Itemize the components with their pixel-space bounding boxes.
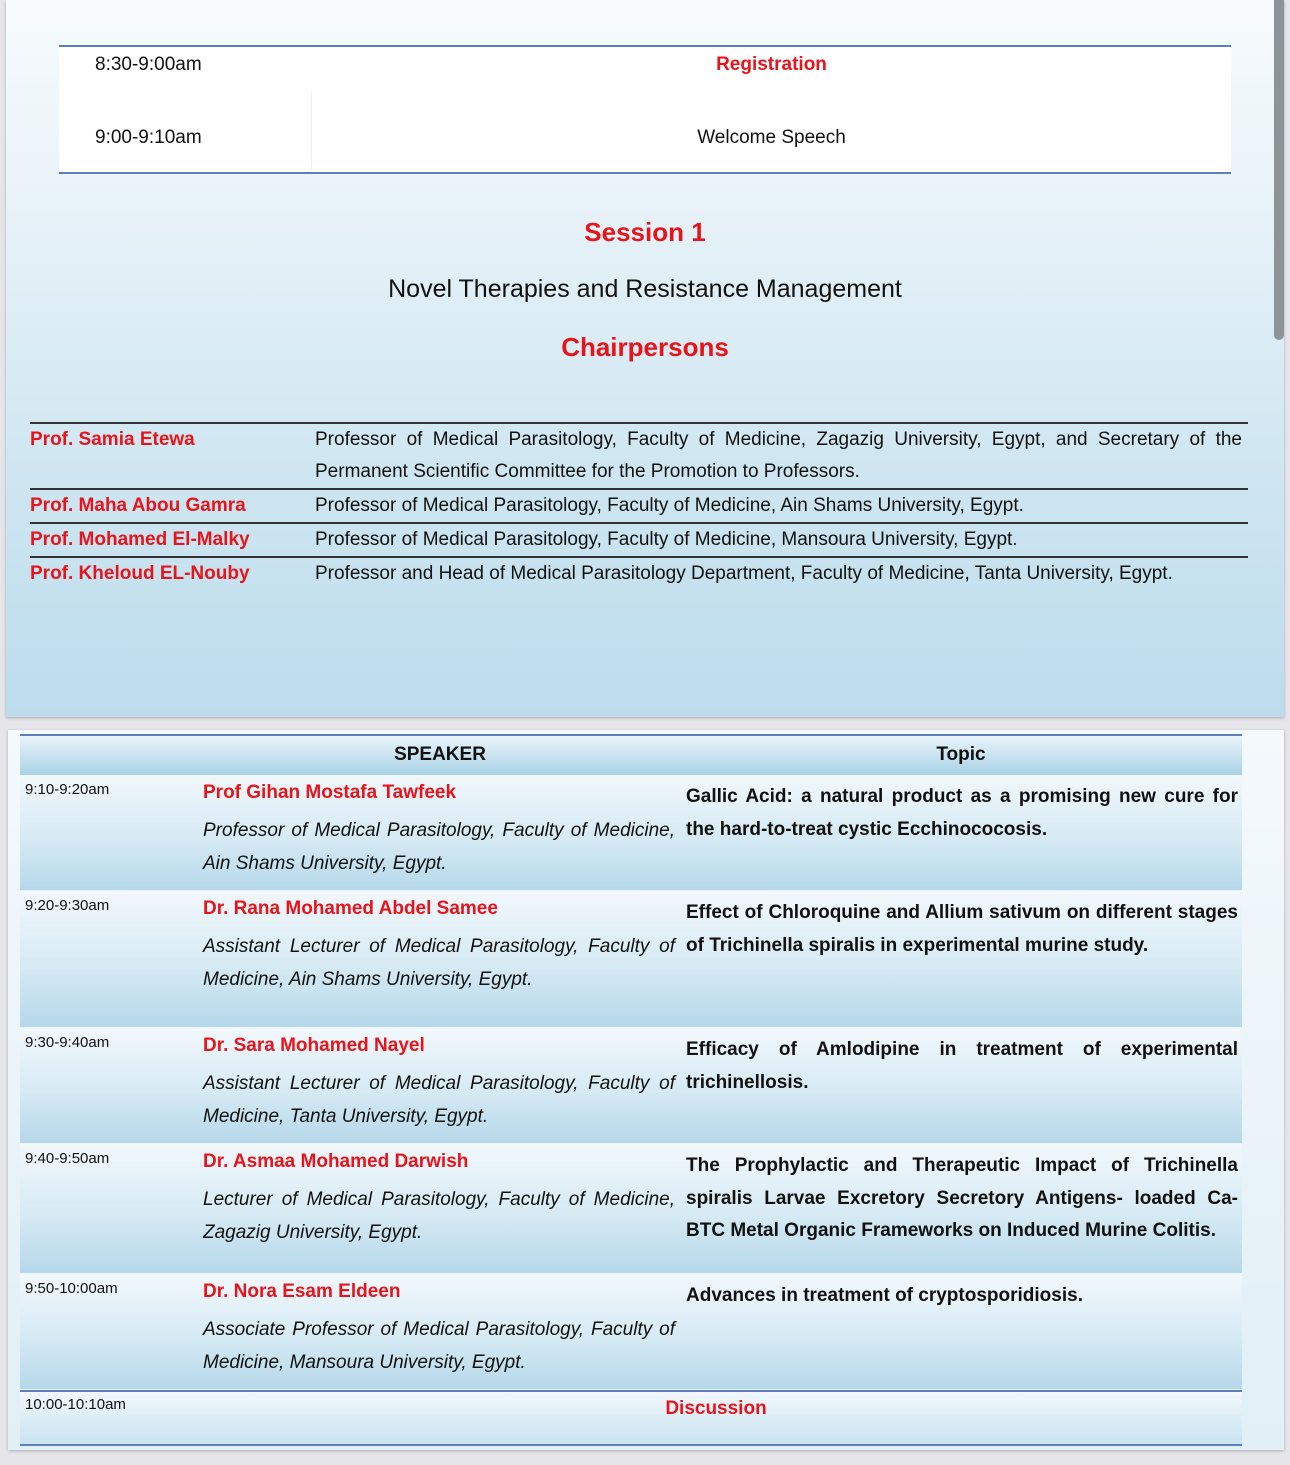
document-page-1: [6, 0, 1284, 717]
chairperson-name: Prof. Mohamed El-Malky: [30, 529, 250, 550]
speaker-name: Dr. Nora Esam Eldeen: [203, 1281, 401, 1302]
vertical-scrollbar[interactable]: [1274, 0, 1284, 340]
time-slot: 8:30-9:00am: [95, 54, 202, 75]
chairperson-row: [30, 490, 1248, 524]
chairperson-description: Professor of Medical Parasitology, Faculty of Medicine, Mansoura University, Egypt.: [315, 529, 1018, 550]
opening-schedule-table: [59, 45, 1231, 174]
talk-topic: The Prophylactic and Therapeutic Impact of Trichinella spiralis Larvae Excretory Secretory Antigens- loaded Ca-BTC Metal Organic Frameworks on Induced Murine Colitis.: [686, 1155, 1238, 1241]
session-subtitle: Novel Therapies and Resistance Management: [388, 275, 902, 303]
chairpersons-heading: Chairpersons: [561, 332, 729, 362]
speaker-cell: [203, 1034, 675, 1133]
registration-label: Registration: [716, 54, 827, 75]
chairperson-name: Prof. Maha Abou Gamra: [30, 495, 246, 516]
chairperson-description: Professor and Head of Medical Parasitology Department, Faculty of Medicine, Tanta University, Egypt.: [315, 563, 1173, 584]
talk-row: [20, 775, 1242, 891]
chairperson-name: Prof. Samia Etewa: [30, 429, 195, 450]
chairperson-description: Professor of Medical Parasitology, Faculty of Medicine, Ain Shams University, Egypt.: [315, 495, 1024, 516]
talk-row: [20, 891, 1242, 1028]
chairpersons-table: [30, 422, 1248, 590]
welcome-speech-label: Welcome Speech: [697, 127, 846, 148]
chairperson-row: [30, 558, 1248, 590]
speaker-name: Dr. Asmaa Mohamed Darwish: [203, 1151, 469, 1172]
time-slot: 9:20-9:30am: [25, 897, 110, 914]
program-table-header: [20, 734, 1242, 775]
time-slot: 9:00-9:10am: [95, 127, 202, 148]
session-title: Session 1: [584, 217, 706, 247]
speaker-name: Dr. Sara Mohamed Nayel: [203, 1035, 425, 1056]
speaker-affiliation: Lecturer of Medical Parasitology, Faculty of Medicine, Zagazig University, Egypt.: [203, 1189, 675, 1243]
talk-topic: Gallic Acid: a natural product as a promising new cure for the hard-to-treat cystic Ecchinococosis.: [686, 786, 1238, 840]
chairperson-row: [30, 424, 1248, 490]
speaker-affiliation: Assistant Lecturer of Medical Parasitology, Faculty of Medicine, Ain Shams University, Egypt.: [203, 936, 675, 990]
discussion-label: Discussion: [665, 1398, 767, 1419]
program-table: [20, 734, 1242, 1446]
speaker-cell: [203, 1150, 675, 1249]
speaker-column-header: SPEAKER: [394, 744, 486, 765]
speaker-name: Prof Gihan Mostafa Tawfeek: [203, 782, 457, 803]
document-page-2: [8, 730, 1284, 1450]
time-slot: 9:50-10:00am: [25, 1280, 118, 1297]
chairperson-row: [30, 524, 1248, 558]
topic-column-header: Topic: [936, 744, 986, 765]
time-slot: 9:30-9:40am: [25, 1034, 110, 1051]
speaker-name: Dr. Rana Mohamed Abdel Samee: [203, 898, 498, 919]
talk-row: [20, 1144, 1242, 1274]
talk-topic: Efficacy of Amlodipine in treatment of experimental trichinellosis.: [686, 1039, 1238, 1093]
time-slot: 10:00-10:10am: [25, 1396, 126, 1413]
speaker-affiliation: Assistant Lecturer of Medical Parasitology, Faculty of Medicine, Tanta University, Egypt.: [203, 1073, 675, 1127]
discussion-row: [20, 1390, 1242, 1446]
speaker-affiliation: Associate Professor of Medical Parasitology, Faculty of Medicine, Mansoura University, Egypt.: [203, 1319, 675, 1373]
time-slot: 9:10-9:20am: [25, 781, 110, 798]
talk-topic: Effect of Chloroquine and Allium sativum on different stages of Trichinella spiralis in experimental murine study.: [686, 902, 1238, 956]
speaker-cell: [203, 1280, 675, 1379]
talk-topic: Advances in treatment of cryptosporidiosis.: [686, 1285, 1083, 1306]
talk-row: [20, 1274, 1242, 1390]
speaker-affiliation: Professor of Medical Parasitology, Faculty of Medicine, Ain Shams University, Egypt.: [203, 820, 675, 874]
chairperson-name: Prof. Kheloud EL-Nouby: [30, 563, 250, 584]
chairperson-description: Professor of Medical Parasitology, Faculty of Medicine, Zagazig University, Egypt, and Secretary of the Permanent Scientific Committee for the Promotion to Professors.: [315, 429, 1242, 482]
talk-row: [20, 1028, 1242, 1144]
schedule-row-welcome: [59, 127, 1231, 157]
speaker-cell: [203, 897, 675, 996]
schedule-row-registration: [59, 54, 1231, 84]
time-slot: 9:40-9:50am: [25, 1150, 110, 1167]
speaker-cell: [203, 781, 675, 880]
